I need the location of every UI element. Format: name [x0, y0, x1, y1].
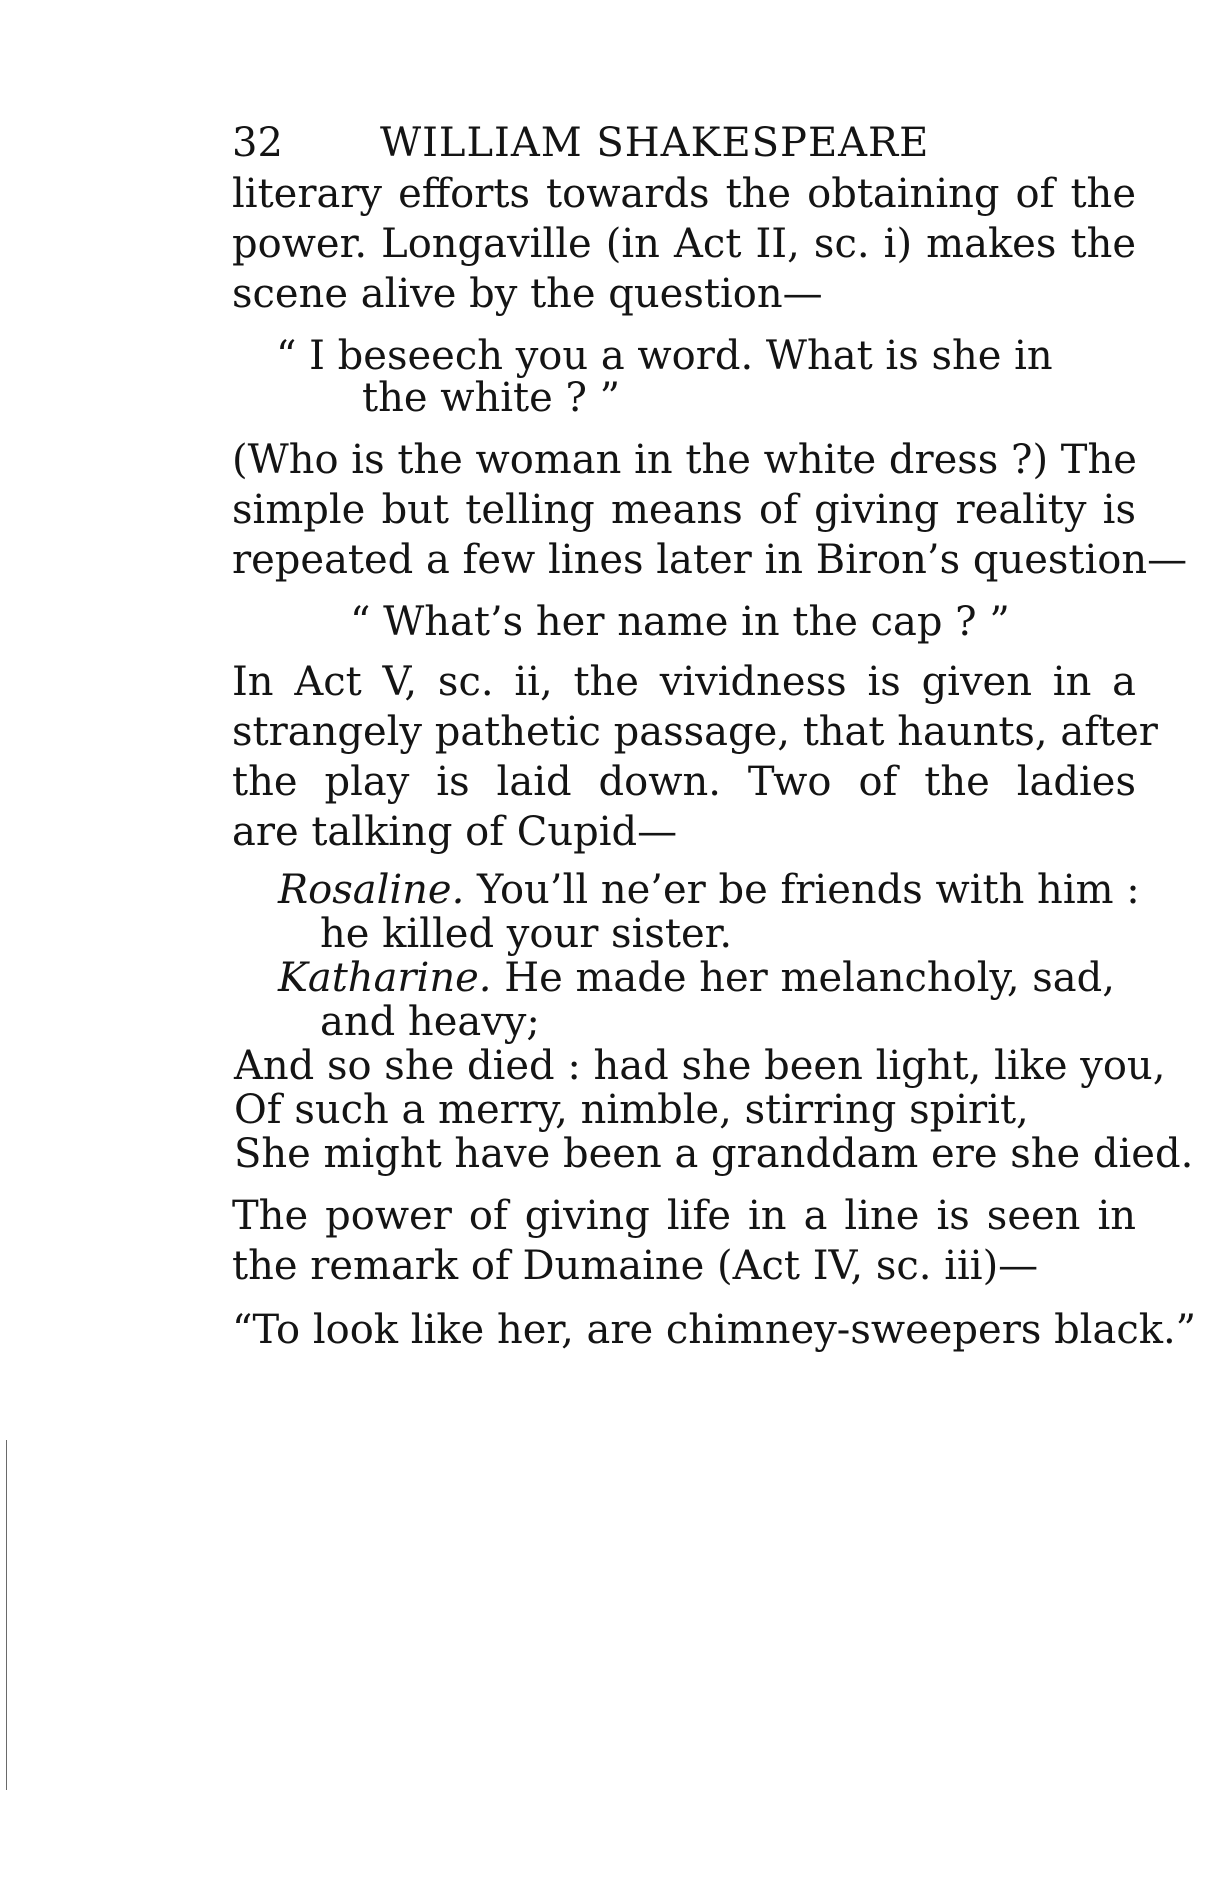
- dialogue-line: and heavy;: [320, 999, 540, 1045]
- paragraph-line: The power of giving life in a line is seen in: [232, 1193, 1136, 1239]
- running-title: WILLIAM SHAKESPEARE: [380, 120, 930, 166]
- quote-line: “To look like her, are chimney-sweepers black.”: [232, 1307, 1197, 1353]
- paragraph-line: the play is laid down. Two of the ladies: [232, 759, 1136, 805]
- paragraph-line: strangely pathetic passage, that haunts, after: [232, 709, 1158, 755]
- paragraph-line: the remark of Dumaine (Act IV, sc. iii)—: [232, 1243, 1039, 1289]
- paragraph-line: scene alive by the question—: [232, 271, 823, 317]
- speech-text: He made her melancholy, sad,: [504, 955, 1115, 1001]
- verse-line: Of such a merry, nimble, stirring spirit,: [234, 1087, 1029, 1133]
- speaker-name: Rosaline.: [278, 867, 465, 913]
- paragraph-line: simple but telling means of giving reality is: [232, 487, 1136, 533]
- paragraph-line: literary efforts towards the obtaining of the: [232, 171, 1136, 217]
- page-number: 32: [232, 120, 283, 166]
- paragraph-line: repeated a few lines later in Biron’s question—: [232, 537, 1188, 583]
- quote-line: the white ? ”: [362, 375, 621, 421]
- quote-line: “ What’s her name in the cap ? ”: [350, 599, 1010, 645]
- scan-edge-line: [6, 1440, 7, 1790]
- dialogue-line: he killed your sister.: [320, 911, 733, 957]
- paragraph-line: (Who is the woman in the white dress ?) The: [232, 437, 1137, 483]
- speech-text: You’ll ne’er be friends with him :: [477, 867, 1140, 913]
- paragraph-line: power. Longaville (in Act II, sc. i) makes the: [232, 221, 1136, 267]
- speaker-name: Katharine.: [278, 955, 492, 1001]
- paragraph-line: In Act V, sc. ii, the vividness is given in a: [232, 659, 1136, 705]
- verse-line: And so she died : had she been light, like you,: [234, 1043, 1166, 1089]
- quote-line: “ I beseech you a word. What is she in: [276, 333, 1053, 379]
- paragraph-line: are talking of Cupid—: [232, 809, 678, 855]
- verse-line: She might have been a granddam ere she died.: [234, 1131, 1194, 1177]
